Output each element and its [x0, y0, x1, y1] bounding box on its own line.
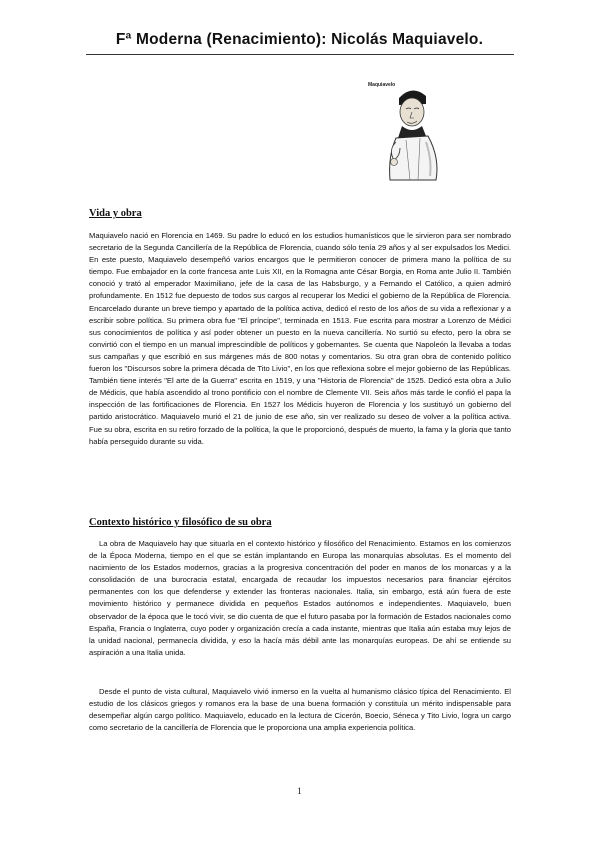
paragraph-vida-y-obra: Maquiavelo nació en Florencia en 1469. Su padre lo educó en los estudios humanísticos que le sirvieron para ser nombrado secretario de la Segunda Cancillería de la República de Florencia, cuando sólo tenía 29 años y al ser expulsados los Medici. En este puesto, Maquiavelo desempeñó varios encargos que le permitieron conocer de primera mano la política de su tiempo. Fue embajador en la corte francesa ante Luis XII, en la Romagna ante César Borgia, en Roma ante Julio II. También conoció y trató al emperador Maximiliano, jefe de la casa de las Habsburgo, y a Fernando el Católico, a quien admiró profundamente. En 1512 fue depuesto de todos sus cargos al recuperar los Medici el gobierno de la República de Florencia. Encarcelado durante un breve tiempo y apartado de la política activa, dedicó el resto de los años de su vida a reflexionar y a escribir sobre política. Su primera obra fue "El príncipe", terminada en 1513. Fue escrita para mostrar a Lorenzo de Médici sus conocimientos de política y así poder obtener un puesto en la nueva cancillería. No surtió su efecto, pero la obra se convirtió con el tiempo en un manual imprescindible de políticos y gobernantes. Se cuenta que Napoleón la llevaba a todas sus campañas y que escribió en sus márgenes más de 800 notas y comentarios. Su otra gran obra de contenido político fueron los "Discursos sobre la primera década de Tito Livio", en los que reflexiona sobre el mejor gobierno de las Repúblicas. También tiene interés "El arte de la Guerra" escrita en 1519, y una "Historia de Florencia" de 1525. Dedicó esta obra a Julio de Médicis, que había ascendido al trono pontificio con el nombre de Clemente VII. Seis años más tarde le confió el papa la inspección de las fortificaciones de Florencia. En 1527 los Médicis huyeron de Florencia y los sustituyó un gobierno del partido aristocrático. Maquiavelo murió el 21 de junio de ese año, sin ver realizado su deseo de volver a la política activa. Fue su obra, escrita en su retiro forzado de la política, la que le proporcionó, después de muerto, la fama y la gloria que tanto había perseguido durante su vida.	[89, 231, 511, 446]
section-heading-vida-y-obra: Vida y obra	[89, 208, 142, 219]
title-divider	[86, 54, 514, 55]
page-title: Fª Moderna (Renacimiento): Nicolás Maquiavelo.	[115, 31, 484, 48]
maquiavelo-caricature-icon	[366, 76, 458, 186]
paragraph-contexto-2: Desde el punto de vista cultural, Maquiavelo vivió inmerso en la vuelta al humanismo clásico típica del Renacimiento. El estudio de los clásicos griegos y romanos era la base de una buena formación y constituía un mérito indispensable para desempeñar algún cargo político. Maquiavelo, educado en la lectura de Cicerón, Boecio, Séneca y Tito Livio, logra un cargo como secretario de la cancillería de Florencia que le proporciona una amplia experiencia política.	[89, 687, 511, 733]
image-caption: Maquiavelo	[368, 82, 396, 88]
page-number: 1	[297, 786, 302, 796]
paragraph-contexto-1: La obra de Maquiavelo hay que situarla en el contexto histórico y filosófico del Renacimiento. Estamos en los comienzos de la Época Moderna, tiempo en el que se están implantando en Europa las monarquías absolutas. Es el momento del nacimiento de los Estados modernos, gracias a la progresiva concentración del poder en manos de los monarcas y a la consolidación de una burocracia estatal, encargada de recaudar los impuestos necesarios para financiar ejércitos permanentes con los que defenderse y extender las fronteras nacionales. Italia, sin embargo, está aún fuera de este movimiento histórico y permanece dividida en pequeños Estados autónomos e independientes. Maquiavelo, buen observador de la época que le tocó vivir, se dio cuenta de que el futuro pasaba por la formación de Estados nacionales como España, Francia o Inglaterra, cuyo poder y organización crecía a cada instante, mientras que Italia aún estaba muy lejos de la unidad nacional, permanecía dividida, y eso la hacía más débil ante las monarquías europeas. De ahí se entiende su aspiración a una Italia unida.	[89, 539, 511, 657]
section-heading-contexto: Contexto histórico y filosófico de su obra	[89, 517, 272, 528]
